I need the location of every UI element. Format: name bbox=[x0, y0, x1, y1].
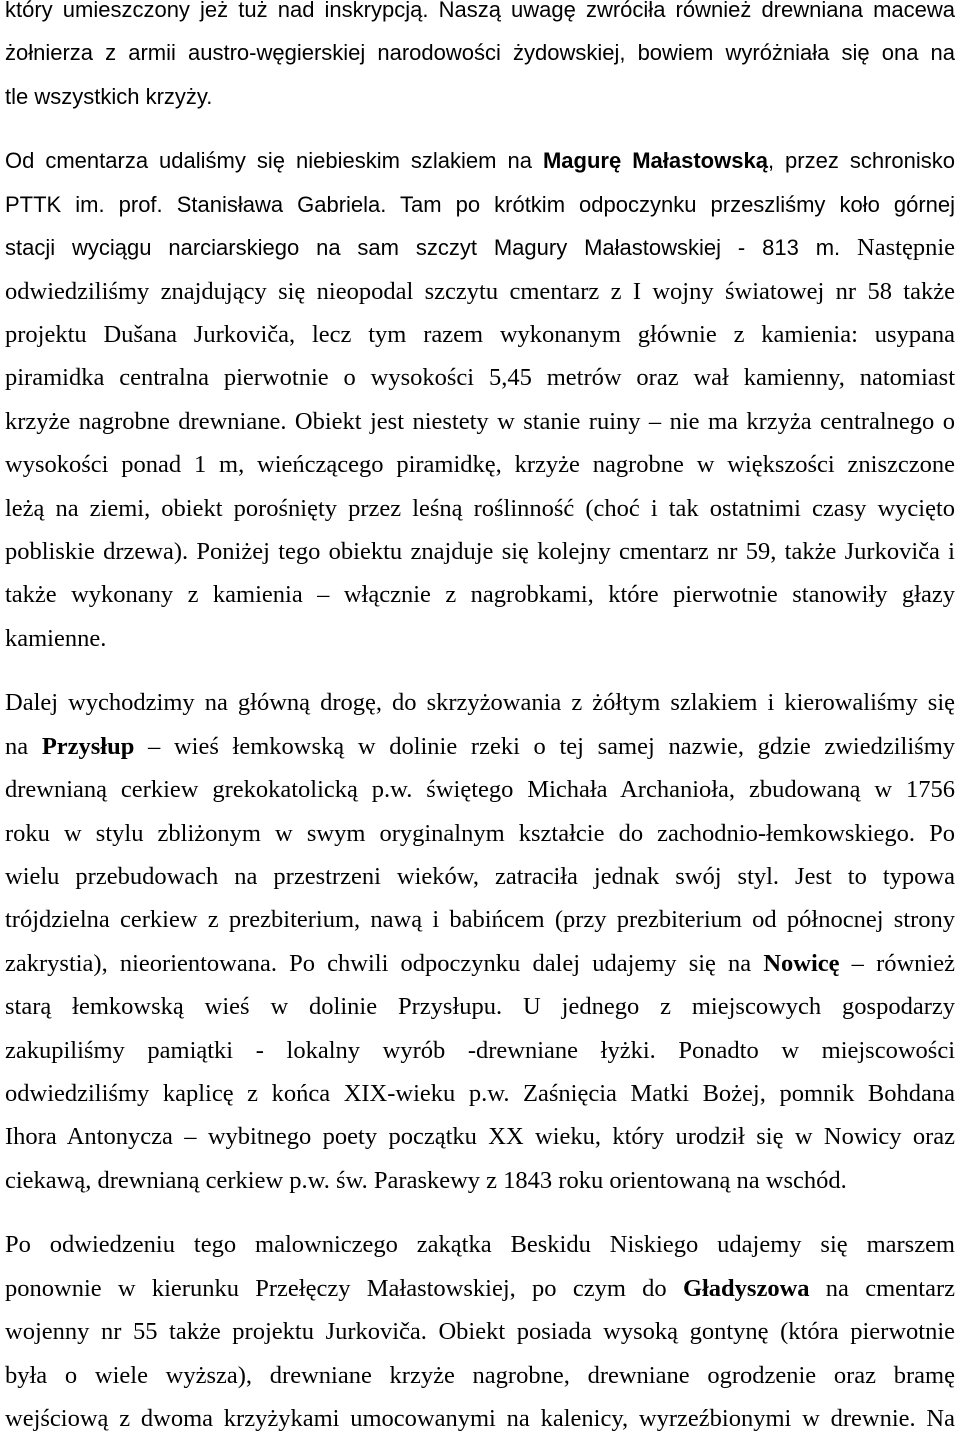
text-line: który umieszczony jeż tuż nad inskrypcją. Naszą uwagę zwróciła również drewniana macewa bbox=[5, 0, 955, 22]
text-line: ciekawą, drewnianą cerkiew p.w. św. Paraskewy z 1843 roku orientowaną na wschód. bbox=[5, 1166, 847, 1194]
text-line: kamienne. bbox=[5, 624, 107, 652]
paragraph bbox=[5, 148, 956, 652]
text-line: odwiedziliśmy kaplicę z końca XIX-wieku p.w. Zaśnięcia Matki Bożej, pomnik Bohdana bbox=[5, 1079, 955, 1107]
line-text-segment: Następnie bbox=[840, 234, 955, 262]
place-name: Gładyszowa bbox=[682, 1274, 810, 1302]
text-line: pobliskie drzewa). Poniżej tego obiektu znajduje się kolejny cmentarz nr 59, także Jurkoviča i bbox=[5, 537, 955, 565]
text-line: PTTK im. prof. Stanisława Gabriela. Tam po krótkim odpoczynku przeszliśmy koło górnej bbox=[5, 191, 955, 217]
text-line: odwiedziliśmy znajdujący się nieopodal szczytu cmentarz z I wojny światowej nr 58 także bbox=[5, 277, 955, 305]
text-line bbox=[5, 148, 956, 174]
line-text-segment: ponownie w kierunku Przełęczy Małastowskiej, po czym do bbox=[5, 1274, 683, 1302]
text-line: Po odwiedzeniu tego malowniczego zakątka Beskidu Niskiego udajemy się marszem bbox=[5, 1231, 955, 1259]
text-line bbox=[5, 732, 956, 760]
text-line: krzyże nagrobne drewniane. Obiekt jest niestety w stanie ruiny – nie ma krzyża centralnego o bbox=[5, 407, 955, 435]
line-text-segment: na cmentarz bbox=[809, 1274, 955, 1302]
line-text-segment: , przez schronisko bbox=[767, 148, 956, 174]
line-text-segment: na bbox=[5, 732, 42, 760]
text-line: wojenny nr 55 także projektu Jurkoviča. Obiekt posiada wysoką gontynę (która pierwotnie bbox=[5, 1318, 955, 1346]
text-line: żołnierza z armii austro-węgierskiej narodowości żydowskiej, bowiem wyróżniała się ona na bbox=[5, 40, 955, 66]
paragraph bbox=[5, 689, 956, 1194]
paragraph bbox=[5, 0, 955, 107]
text-line bbox=[5, 234, 955, 262]
text-line bbox=[5, 1274, 955, 1302]
line-text-segment: – wieś łemkowską w dolinie rzeki o tej samej nazwie, gdzie zwiedziliśmy bbox=[134, 732, 956, 760]
place-name: Nowicę bbox=[763, 949, 840, 977]
text-line: wysokości ponad 1 m, wieńczącego piramidkę, krzyże nagrobne w większości zniszczone bbox=[5, 451, 955, 479]
text-line: roku w stylu zbliżonym w swym oryginalnym kształcie do zachodnio-łemkowskiego. Po bbox=[5, 819, 955, 847]
text-line: była o wiele wyższa), drewniane krzyże nagrobne, drewniane ogrodzenie oraz bramę bbox=[5, 1361, 955, 1389]
text-line: leżą na ziemi, obiekt porośnięty przez leśną roślinność (choć i tak ostatnimi czasy wycięto bbox=[5, 494, 955, 522]
text-line bbox=[5, 949, 955, 977]
line-text-segment: stacji wyciągu narciarskiego na sam szczyt Magury Małastowskiej - 813 m. bbox=[5, 235, 841, 261]
text-line: Ihora Antonycza – wybitnego poety początku XX wieku, który urodził się w Nowicy oraz bbox=[5, 1123, 955, 1151]
place-name: Przysłup bbox=[41, 732, 135, 760]
paragraph bbox=[5, 1231, 955, 1432]
document-page bbox=[5, 0, 956, 1432]
text-line: wejściową z dwoma krzyżykami umocowanymi na kalenicy, wyrzeźbionymi w drewnie. Na bbox=[5, 1405, 955, 1432]
text-line: starą łemkowską wieś w dolinie Przysłupu. U jednego z miejscowych gospodarzy bbox=[5, 993, 955, 1021]
line-text-segment: Od cmentarza udaliśmy się niebieskim szlakiem na bbox=[5, 148, 543, 174]
text-line: zakupiliśmy pamiątki - lokalny wyrób -drewniane łyżki. Ponadto w miejscowości bbox=[5, 1036, 955, 1064]
text-line: projektu Dušana Jurkoviča, lecz tym razem wykonanym głównie z kamienia: usypana bbox=[5, 321, 955, 349]
text-line: także wykonany z kamienia – włącznie z nagrobkami, które pierwotnie stanowiły głazy bbox=[5, 581, 955, 609]
line-text-segment: zakrystia), nieorientowana. Po chwili odpoczynku dalej udajemy się na bbox=[5, 949, 764, 977]
text-line: drewnianą cerkiew grekokatolicką p.w. świętego Michała Archanioła, zbudowaną w 1756 bbox=[5, 776, 955, 804]
text-line: tle wszystkich krzyży. bbox=[5, 83, 213, 109]
text-line: piramidka centralna pierwotnie o wysokości 5,45 metrów oraz wał kamienny, natomiast bbox=[5, 364, 955, 392]
text-line: trójdzielna cerkiew z prezbiterium, nawą i babińcem (przy prezbiterium od północnej strony bbox=[5, 906, 955, 934]
line-text-segment: – również bbox=[839, 949, 955, 977]
text-line: wielu przebudowach na przestrzeni wieków, zatraciła jednak swój styl. Jest to typowa bbox=[5, 863, 955, 891]
place-name: Magurę Małastowską bbox=[542, 148, 768, 174]
text-line: Dalej wychodzimy na główną drogę, do skrzyżowania z żółtym szlakiem i kierowaliśmy się bbox=[5, 689, 955, 717]
